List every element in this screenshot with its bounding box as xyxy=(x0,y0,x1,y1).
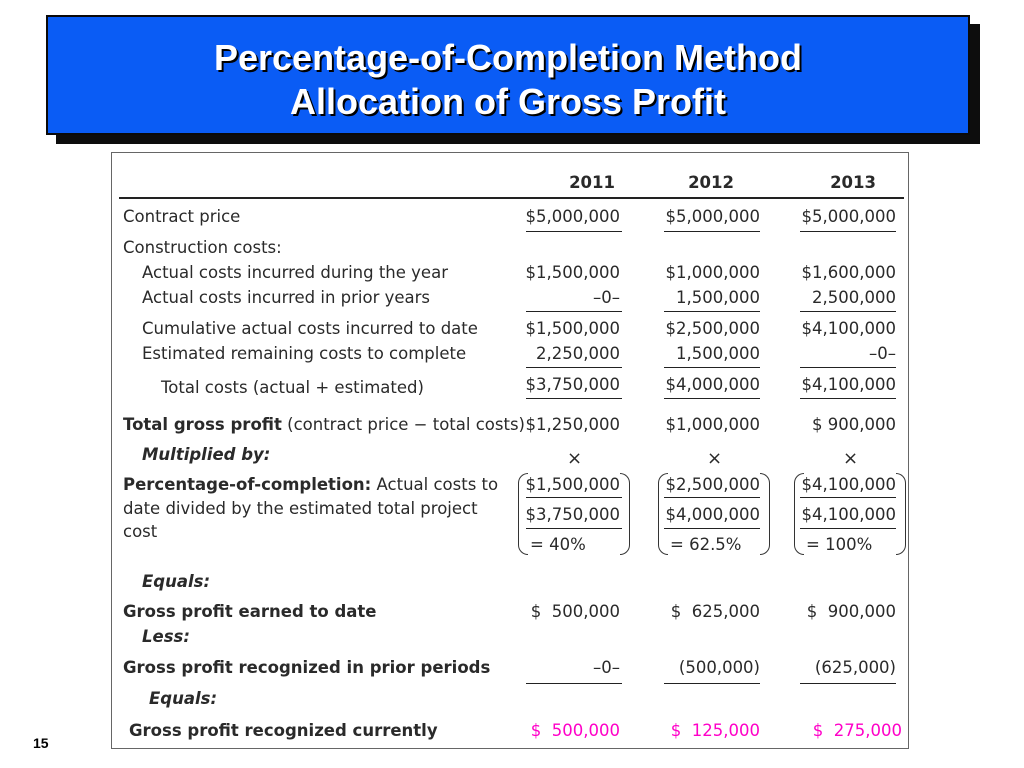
row-label-remaining: Estimated remaining costs to complete xyxy=(142,344,467,363)
cell-gp-prior-2013: (625,000) xyxy=(814,658,896,677)
poc-label-rest: Actual costs to xyxy=(371,475,499,494)
cell-actual-prior-2012: 1,500,000 xyxy=(676,288,760,307)
year-header-2011: 2011 xyxy=(569,173,615,192)
slide-title-line-2: Allocation of Gross Profit xyxy=(289,81,727,122)
cell-actual-current-2011: $1,500,000 xyxy=(525,263,620,282)
year-header-2013: 2013 xyxy=(830,173,876,192)
cell-total-costs-2012: $4,000,000 xyxy=(665,375,760,394)
right-paren-2013 xyxy=(896,473,906,555)
fraction-bar-2013 xyxy=(800,528,896,529)
underline xyxy=(800,683,896,684)
underline xyxy=(800,398,896,399)
row-label-gp-prior: Gross profit recognized in prior periods xyxy=(123,658,491,677)
label-multiplied-by: Multiplied by: xyxy=(142,445,271,464)
fraction-bar-2012 xyxy=(664,528,760,529)
cell-contract-price-2012: $5,000,000 xyxy=(665,207,760,226)
row-label-cumulative: Cumulative actual costs incurred to date xyxy=(142,319,478,338)
poc-denominator-2012: $4,000,000 xyxy=(665,505,760,524)
section-label-construction-costs: Construction costs: xyxy=(123,238,282,257)
cell-gp-to-date-2011: $ 500,000 xyxy=(530,602,620,621)
cell-gp-to-date-2012: $ 625,000 xyxy=(670,602,760,621)
header-rule xyxy=(119,197,904,199)
row-label-total-costs: Total costs (actual + estimated) xyxy=(161,378,424,397)
row-label-actual-prior: Actual costs incurred in prior years xyxy=(142,288,431,307)
cell-gp-to-date-2013: $ 900,000 xyxy=(806,602,896,621)
row-label-actual-current: Actual costs incurred during the year xyxy=(142,263,448,282)
underline xyxy=(800,231,896,232)
cell-gp-current-2013: $ 275,000 xyxy=(812,721,902,740)
row-label-contract-price: Contract price xyxy=(123,207,241,226)
gross-profit-table xyxy=(111,152,909,749)
fraction-bar-2012 xyxy=(664,497,760,498)
underline xyxy=(526,367,622,368)
underline xyxy=(526,231,622,232)
cell-total-costs-2011: $3,750,000 xyxy=(525,375,620,394)
row-label-total-gross-profit xyxy=(123,415,525,435)
poc-label-bold: Percentage-of-completion: xyxy=(123,475,372,494)
cell-contract-price-2013: $5,000,000 xyxy=(801,207,896,226)
row-label-poc-line-2: date divided by the estimated total project xyxy=(123,499,478,518)
right-paren-2011 xyxy=(620,473,630,555)
poc-result-2013: = 100% xyxy=(806,535,873,554)
poc-denominator-2011: $3,750,000 xyxy=(525,505,620,524)
row-label-poc-line-3: cost xyxy=(123,522,158,541)
cell-total-gross-profit-2013: $ 900,000 xyxy=(812,415,896,434)
underline xyxy=(526,683,622,684)
poc-result-2012: = 62.5% xyxy=(670,535,742,554)
row-label-gp-to-date: Gross profit earned to date xyxy=(123,602,377,621)
underline xyxy=(664,367,760,368)
cell-gp-current-2012: $ 125,000 xyxy=(670,721,760,740)
poc-result-2011: = 40% xyxy=(530,535,586,554)
times-sign-2013: × xyxy=(843,448,859,469)
cell-cumulative-2013: $4,100,000 xyxy=(801,319,896,338)
cell-total-gross-profit-2011: $1,250,000 xyxy=(525,415,620,434)
times-sign-2011: × xyxy=(567,448,583,469)
fraction-bar-2013 xyxy=(800,497,896,498)
fraction-bar-2011 xyxy=(526,497,622,498)
total-gross-profit-label-rest: (contract price − total costs) xyxy=(281,415,525,434)
cell-contract-price-2011: $5,000,000 xyxy=(525,207,620,226)
slide-title-line-1: Percentage-of-Completion Method xyxy=(213,37,802,78)
cell-actual-prior-2011: –0– xyxy=(593,288,620,307)
cell-remaining-2013: –0– xyxy=(869,344,896,363)
underline xyxy=(526,311,622,312)
underline xyxy=(800,311,896,312)
underline xyxy=(526,398,622,399)
row-label-gp-current: Gross profit recognized currently xyxy=(129,721,438,740)
cell-gp-prior-2012: (500,000) xyxy=(678,658,760,677)
label-equals-2: Equals: xyxy=(149,689,218,708)
underline xyxy=(664,398,760,399)
right-paren-2012 xyxy=(760,473,770,555)
cell-cumulative-2012: $2,500,000 xyxy=(665,319,760,338)
cell-actual-current-2013: $1,600,000 xyxy=(801,263,896,282)
cell-cumulative-2011: $1,500,000 xyxy=(525,319,620,338)
label-less: Less: xyxy=(142,627,190,646)
label-equals: Equals: xyxy=(142,572,211,591)
cell-total-gross-profit-2012: $1,000,000 xyxy=(665,415,760,434)
poc-numerator-2012: $2,500,000 xyxy=(665,475,760,494)
poc-numerator-2011: $1,500,000 xyxy=(525,475,620,494)
slide-number: 15 xyxy=(33,735,49,751)
cell-remaining-2012: 1,500,000 xyxy=(676,344,760,363)
times-sign-2012: × xyxy=(707,448,723,469)
title-banner xyxy=(46,15,970,135)
cell-total-costs-2013: $4,100,000 xyxy=(801,375,896,394)
cell-actual-prior-2013: 2,500,000 xyxy=(812,288,896,307)
cell-gp-current-2011: $ 500,000 xyxy=(530,721,620,740)
underline xyxy=(664,683,760,684)
cell-remaining-2011: 2,250,000 xyxy=(536,344,620,363)
poc-denominator-2013: $4,100,000 xyxy=(801,505,896,524)
underline xyxy=(800,367,896,368)
row-label-poc-line-1 xyxy=(123,475,498,495)
underline xyxy=(664,231,760,232)
cell-gp-prior-2011: –0– xyxy=(593,658,620,677)
fraction-bar-2011 xyxy=(526,528,622,529)
year-header-2012: 2012 xyxy=(688,173,734,192)
poc-numerator-2013: $4,100,000 xyxy=(801,475,896,494)
total-gross-profit-label-bold: Total gross profit xyxy=(123,415,282,434)
cell-actual-current-2012: $1,000,000 xyxy=(665,263,760,282)
underline xyxy=(664,311,760,312)
